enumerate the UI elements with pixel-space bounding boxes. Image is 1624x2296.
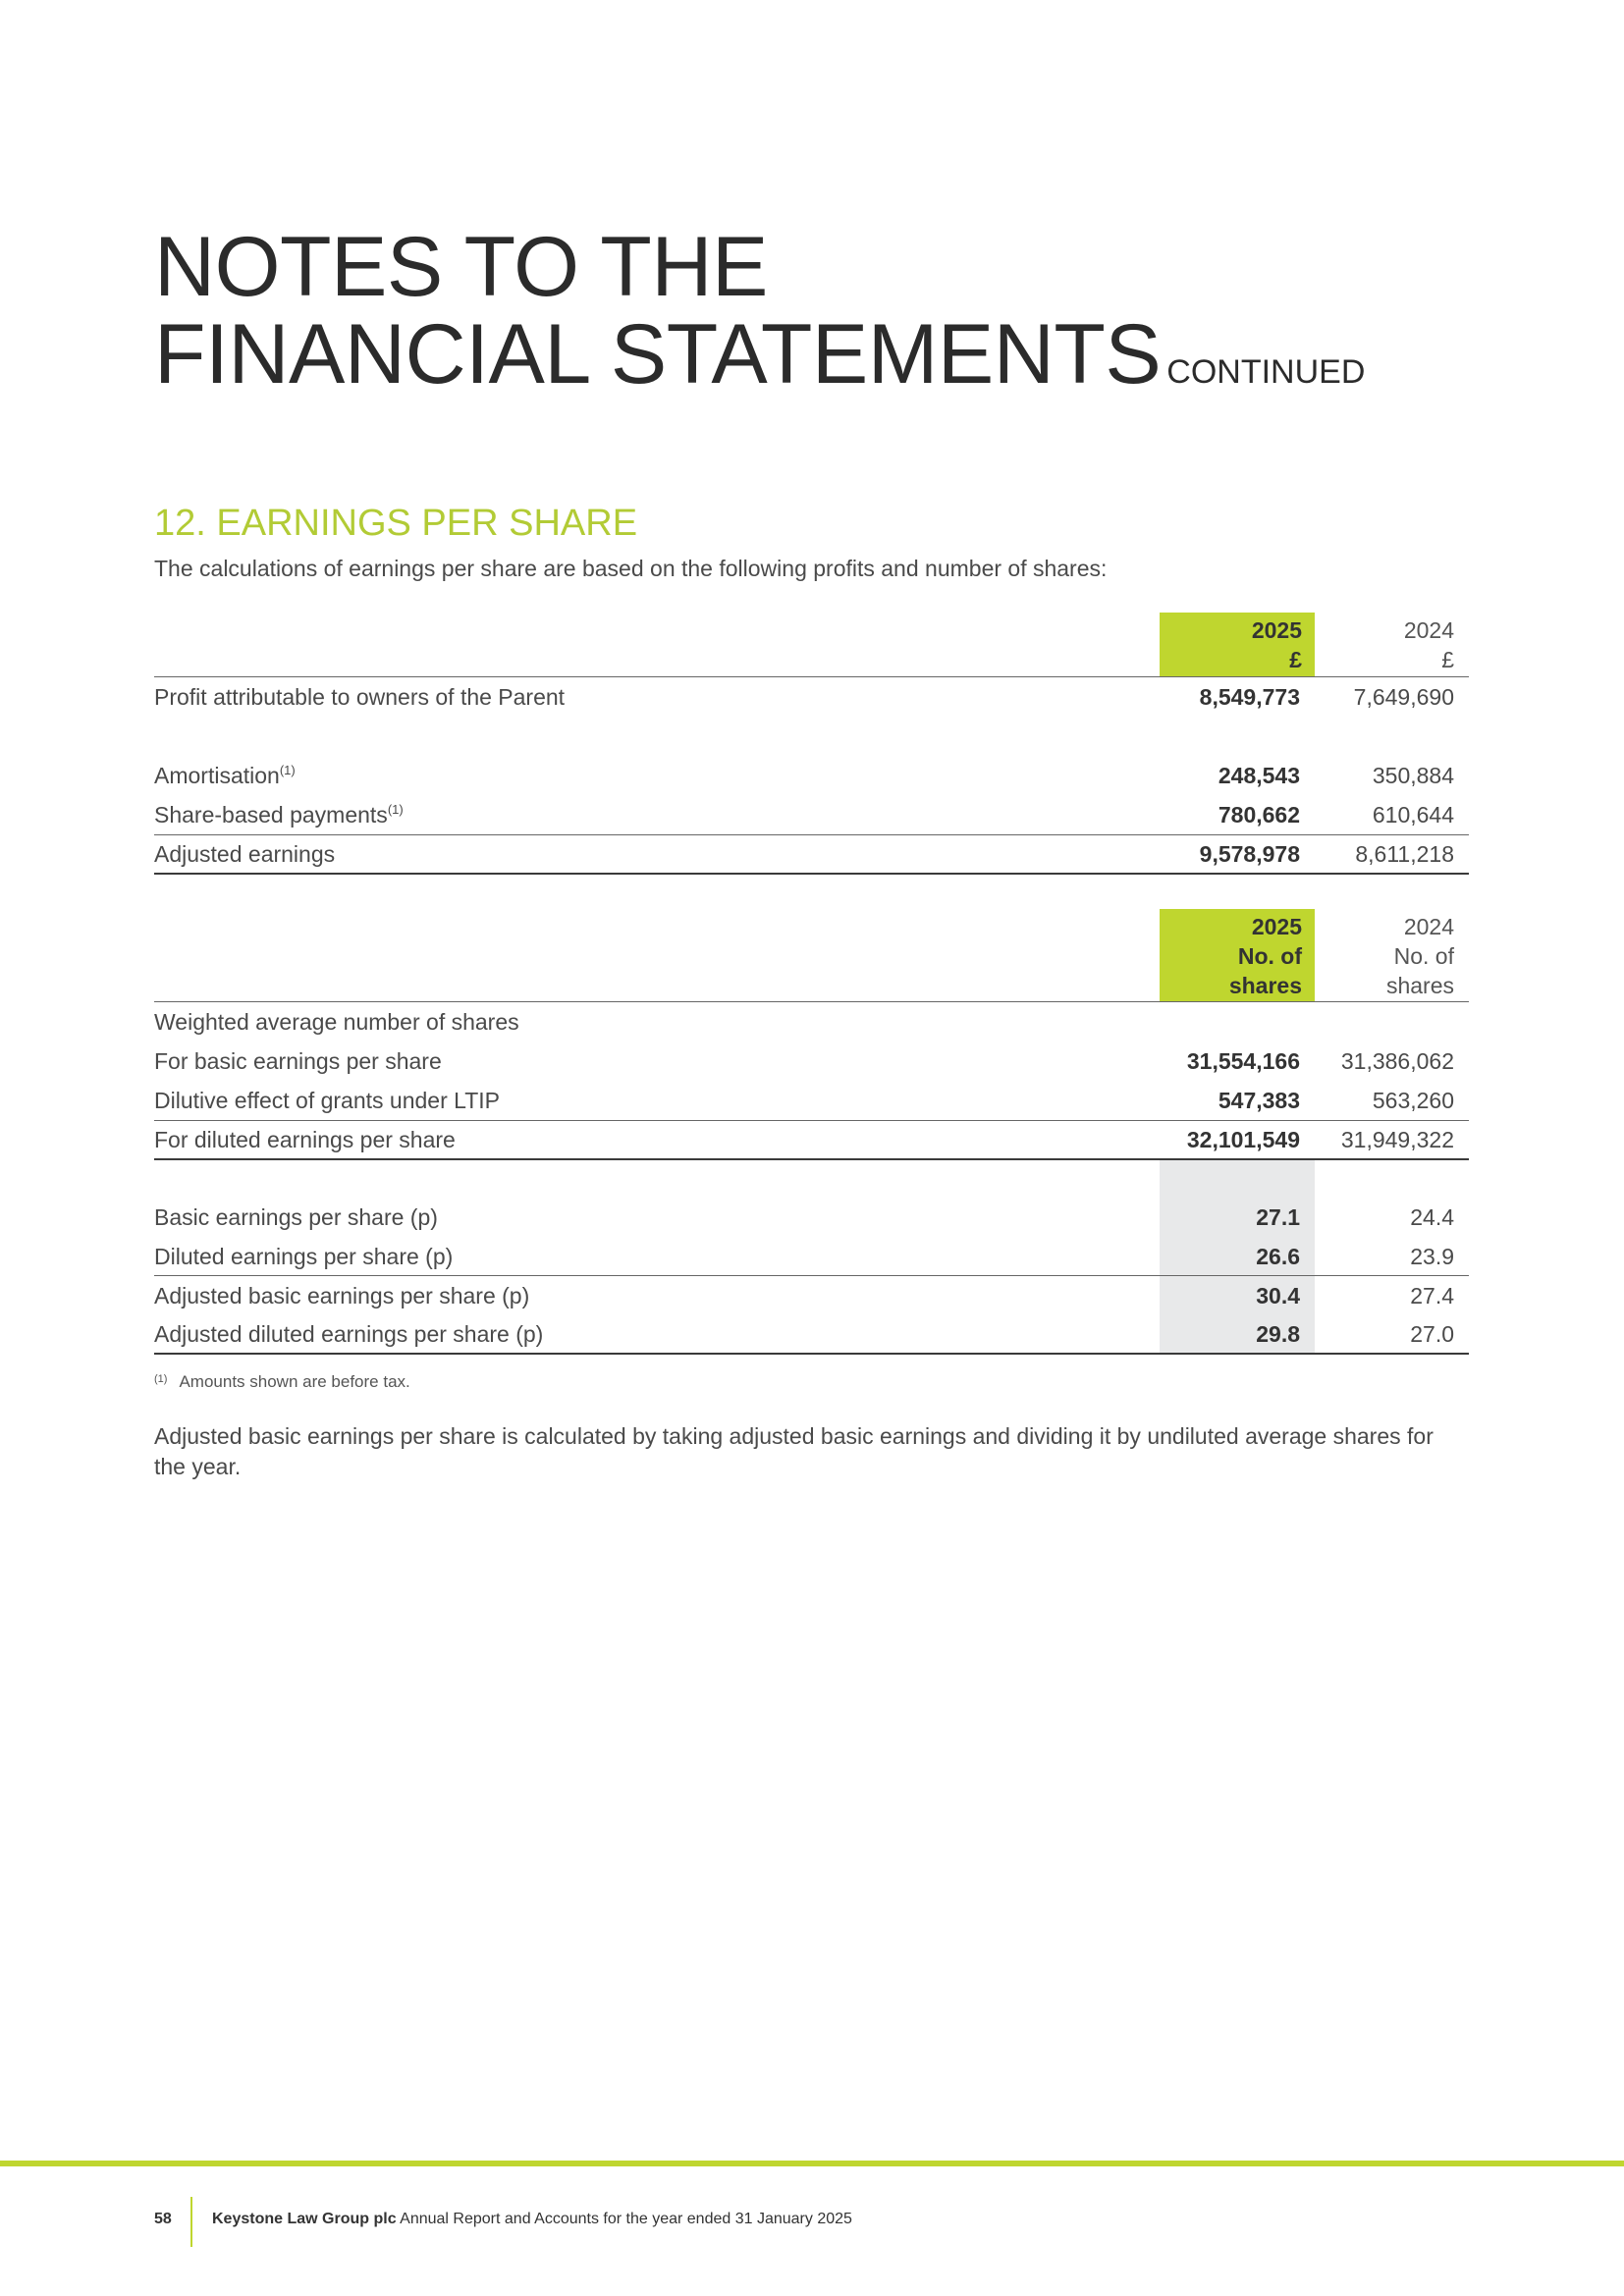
value-2024: 31,386,062 xyxy=(1340,1048,1454,1074)
title-line-2 xyxy=(154,307,1366,416)
row-label: For diluted earnings per share xyxy=(154,1127,456,1152)
value-2024: 7,649,690 xyxy=(1353,684,1454,710)
table2-header-rule xyxy=(154,1001,1469,1002)
closing-paragraph: Adjusted basic earnings per share is calculated by taking adjusted basic earnings and dividing it by undiluted average shares for the year. xyxy=(154,1423,1434,1479)
footer-divider xyxy=(190,2197,192,2247)
table-row xyxy=(154,1199,1469,1238)
table-row xyxy=(154,1238,1469,1277)
table2-header-2025-year: 2025 xyxy=(1251,914,1302,939)
table-row xyxy=(154,1277,1469,1316)
continued-label: CONTINUED xyxy=(1166,353,1366,391)
value-2024: 24.4 xyxy=(1410,1204,1454,1230)
table2-header-2024-unit2: shares xyxy=(1385,973,1454,998)
table2-header-2025-unit1: No. of xyxy=(1237,943,1302,969)
row-label: Basic earnings per share (p) xyxy=(154,1204,438,1230)
footnote-text: Amounts shown are before tax. xyxy=(179,1372,410,1391)
value-2025: 26.6 xyxy=(1256,1244,1300,1269)
table-row xyxy=(154,1315,1469,1355)
title-line-1: NOTES TO THE xyxy=(154,220,768,314)
table-row xyxy=(154,1121,1469,1160)
value-2025: 30.4 xyxy=(1256,1283,1300,1308)
table1-header-2025-unit: £ xyxy=(1289,647,1302,672)
table1-header-rule xyxy=(154,676,1469,677)
row-label-text: Share-based payments xyxy=(154,802,388,828)
value-2025: 29.8 xyxy=(1256,1321,1300,1347)
row-label: Adjusted earnings xyxy=(154,841,336,867)
table-row xyxy=(154,1042,1469,1082)
table2-header-2024-unit1: No. of xyxy=(1393,943,1454,969)
row-label: Dilutive effect of grants under LTIP xyxy=(154,1088,500,1113)
value-2025: 248,543 xyxy=(1218,763,1300,788)
section-intro: The calculations of earnings per share are based on the following profits and number of shares: xyxy=(154,556,1108,581)
footnote-ref: (1) xyxy=(387,802,404,817)
title-line-2-text: FINANCIAL STATEMENTS xyxy=(154,307,1162,401)
footer-text xyxy=(212,2211,852,2228)
table-row xyxy=(154,835,1469,875)
footer-company: Keystone Law Group plc xyxy=(212,2211,397,2227)
value-2024: 610,644 xyxy=(1372,802,1454,828)
row-label: Diluted earnings per share (p) xyxy=(154,1244,454,1269)
value-2024: 23.9 xyxy=(1410,1244,1454,1269)
row-label: Weighted average number of shares xyxy=(154,1009,519,1035)
row-label: Adjusted basic earnings per share (p) xyxy=(154,1283,530,1308)
footnote xyxy=(154,1372,410,1392)
value-2025: 32,101,549 xyxy=(1186,1127,1300,1152)
footnote-ref: (1) xyxy=(279,763,296,777)
footer-report: Annual Report and Accounts for the year ended 31 January 2025 xyxy=(396,2211,852,2227)
table1-header-2025-year: 2025 xyxy=(1251,617,1302,643)
table2-header-2024 xyxy=(1386,912,1454,1000)
table-row xyxy=(154,757,1469,796)
value-2024: 350,884 xyxy=(1372,763,1454,788)
value-2024: 27.4 xyxy=(1410,1283,1454,1308)
table3-total-rule xyxy=(154,1353,1469,1355)
table2-header-2025 xyxy=(1229,912,1302,1000)
row-label: Adjusted diluted earnings per share (p) xyxy=(154,1321,544,1347)
table-subheading xyxy=(154,1003,1469,1042)
table-row xyxy=(154,1082,1469,1121)
table-row xyxy=(154,678,1469,718)
value-2024: 31,949,322 xyxy=(1340,1127,1454,1152)
table1-header-2024 xyxy=(1404,615,1454,674)
value-2025: 8,549,773 xyxy=(1199,684,1300,710)
value-2025: 547,383 xyxy=(1218,1088,1300,1113)
value-2025: 9,578,978 xyxy=(1199,841,1300,867)
table2-header-2024-year: 2024 xyxy=(1403,914,1454,939)
value-2024: 8,611,218 xyxy=(1355,841,1454,867)
page-number: 58 xyxy=(154,2211,172,2227)
row-label: Profit attributable to owners of the Parent xyxy=(154,684,566,710)
value-2024: 27.0 xyxy=(1410,1321,1454,1347)
value-2024: 563,260 xyxy=(1372,1088,1454,1113)
table1-header-2024-unit: £ xyxy=(1441,647,1454,672)
value-2025: 31,554,166 xyxy=(1186,1048,1300,1074)
page-title xyxy=(154,220,1366,416)
table3-mid-rule xyxy=(154,1275,1469,1276)
table-row xyxy=(154,796,1469,835)
table1-header-2024-year: 2024 xyxy=(1403,617,1454,643)
footnote-marker: (1) xyxy=(154,1373,168,1385)
table1-header-2025 xyxy=(1252,615,1302,674)
row-label xyxy=(154,802,404,828)
table2-header-2025-unit2: shares xyxy=(1228,973,1302,998)
value-2025: 27.1 xyxy=(1256,1204,1300,1230)
row-label-text: Amortisation xyxy=(154,763,280,788)
table1-total-rule xyxy=(154,873,1469,875)
footer-rule xyxy=(0,2161,1624,2166)
section-heading: 12. EARNINGS PER SHARE xyxy=(154,503,638,544)
row-label: For basic earnings per share xyxy=(154,1048,442,1074)
table2-total-rule xyxy=(154,1158,1469,1160)
row-label xyxy=(154,763,296,789)
value-2025: 780,662 xyxy=(1218,802,1300,828)
